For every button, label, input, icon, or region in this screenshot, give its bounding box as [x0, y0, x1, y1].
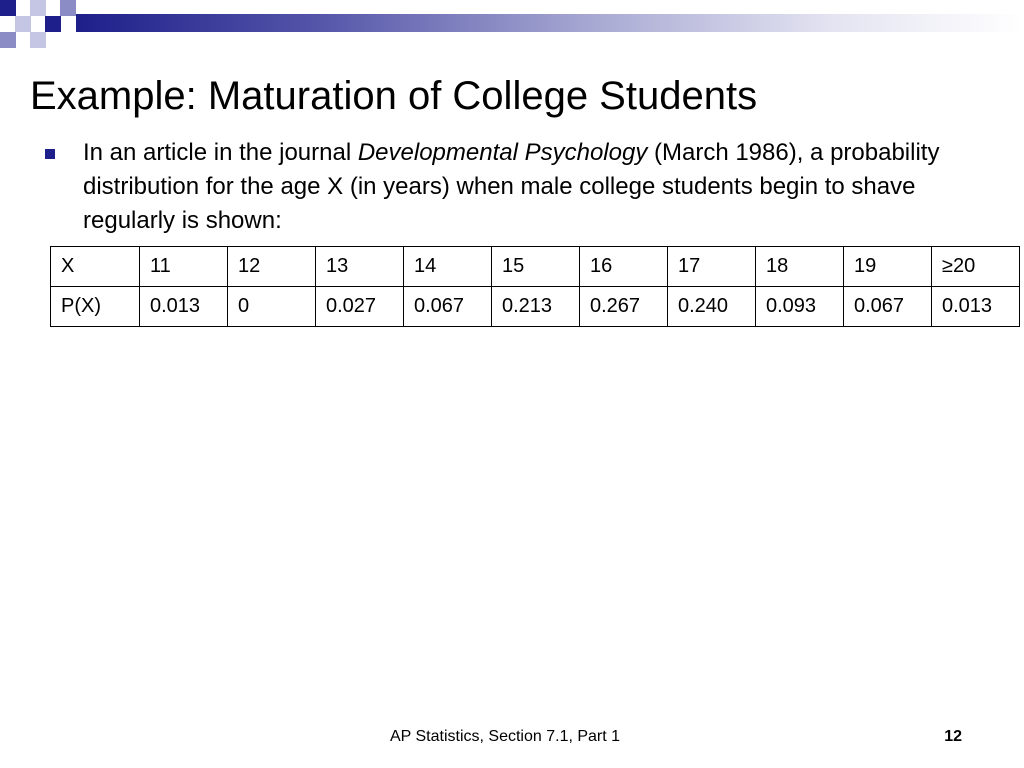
table-cell: 13	[316, 247, 404, 287]
decor-square	[60, 0, 76, 16]
probability-distribution-table	[50, 246, 1020, 327]
table-cell: 0.013	[932, 287, 1020, 327]
table-cell: 15	[492, 247, 580, 287]
bullet-square-icon	[45, 149, 55, 159]
table-cell: 0	[228, 287, 316, 327]
table-cell: 17	[668, 247, 756, 287]
header-gradient-bar	[76, 14, 1024, 32]
table-cell: 0.093	[756, 287, 844, 327]
decor-square	[30, 32, 46, 48]
table-cell: 0.067	[844, 287, 932, 327]
table-cell: 16	[580, 247, 668, 287]
journal-name: Developmental Psychology	[357, 139, 648, 166]
table-cell: 19	[844, 247, 932, 287]
slide-title: Example: Maturation of College Students	[30, 74, 758, 118]
table-cell: 11	[140, 247, 228, 287]
table-row-header-cell: X	[51, 247, 140, 287]
table-cell: 0.027	[316, 287, 404, 327]
table-cell: 0.013	[140, 287, 228, 327]
table-cell: ≥20	[932, 247, 1020, 287]
table-row	[51, 247, 1020, 287]
decor-square	[45, 16, 61, 32]
bullet-text	[83, 136, 943, 238]
decor-square	[15, 16, 31, 32]
table-cell: 0.240	[668, 287, 756, 327]
table-row-header-cell: P(X)	[51, 287, 140, 327]
page-number: 12	[944, 728, 962, 745]
footer-text: AP Statistics, Section 7.1, Part 1	[390, 728, 621, 745]
table-cell: 14	[404, 247, 492, 287]
decor-square	[0, 0, 16, 16]
table-cell: 0.067	[404, 287, 492, 327]
table-cell: 0.267	[580, 287, 668, 327]
table-cell: 18	[756, 247, 844, 287]
decor-square	[30, 0, 46, 16]
table-row	[51, 287, 1020, 327]
table-cell: 12	[228, 247, 316, 287]
decor-square	[0, 32, 16, 48]
header-decoration	[0, 0, 1024, 46]
table-cell: 0.213	[492, 287, 580, 327]
bullet-text-after: (March 1986), a probability distribution for the age X (in years) when male college students begin to shave regularly is shown:	[83, 139, 940, 234]
bullet-text-before: In an article in the journal	[83, 139, 358, 166]
